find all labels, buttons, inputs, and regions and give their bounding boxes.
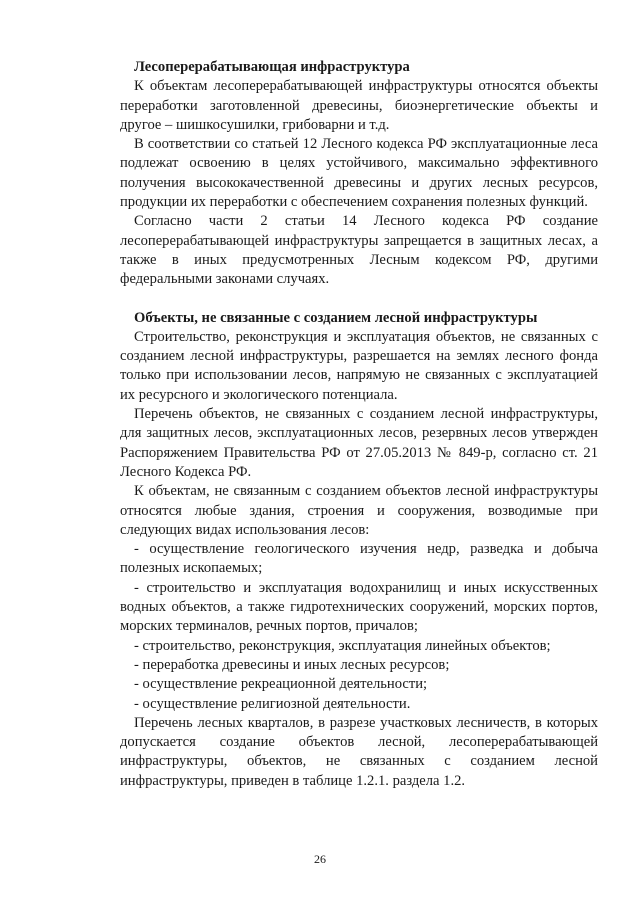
list-item: - осуществление религиозной деятельности. [134, 695, 411, 712]
list-item: - осуществление рекреационной деятельности; [134, 676, 428, 693]
section-heading-forest-processing: Лесоперерабатывающая инфраструктура [134, 59, 410, 75]
paragraph: К объектам, не связанным с созданием объектов лесной инфраструктуры относятся любые здания, строения и сооружения, возводимые при следующих видах использования лесов: [120, 483, 598, 538]
list-item: - осуществление геологического изучения недр, разведка и добыча полезных ископаемых; [120, 541, 598, 577]
closing-paragraph: Перечень лесных кварталов, в разрезе участковых лесничеств, в которых допускается создание объектов лесной, лесоперерабатывающей инфраструктуры, объектов, не связанных с созданием лесной инфраструктуры, приведен в таблице 1.2.1. раздела 1.2. [120, 714, 598, 789]
page-content [120, 58, 598, 791]
paragraph: К объектам лесоперерабатывающей инфраструктуры относятся объекты переработки заготовленной древесины, биоэнергетические объекты и другое – шишкосушилки, грибоварни и т.д. [120, 78, 598, 133]
list-item: - строительство и эксплуатация водохранилищ и иных искусственных водных объектов, а также гидротехнических сооружений, морских портов, морских терминалов, речных портов, причалов; [120, 579, 598, 635]
list-item: - строительство, реконструкция, эксплуатация линейных объектов; [134, 637, 551, 654]
paragraph: Строительство, реконструкция и эксплуатация объектов, не связанных с созданием лесной инфраструктуры, разрешается на землях лесного фонда только при использовании лесов, напрямую не связанных с эксплуатацией их ресурсного и экологического потенциала. [120, 328, 598, 403]
list-item: - переработка древесины и иных лесных ресурсов; [134, 656, 450, 673]
section-heading-unrelated-objects: Объекты, не связанные с созданием лесной инфраструктуры [134, 309, 538, 326]
paragraph: Согласно части 2 статьи 14 Лесного кодекса РФ создание лесоперерабатывающей инфраструктуры запрещается в защитных лесах, а также в иных предусмотренных Лесным кодексом РФ, другими федеральными законами случаях. [120, 213, 598, 288]
paragraph: В соответствии со статьей 12 Лесного кодекса РФ эксплуатационные леса подлежат освоению в целях устойчивого, максимально эффективного получения высококачественной древесины и других лесных ресурсов, продукции их переработки с обеспечением сохранения полезных функций. [120, 136, 598, 211]
paragraph: Перечень объектов, не связанных с созданием лесной инфраструктуры, для защитных лесов, эксплуатационных лесов, резервных лесов утвержден Распоряжением Правительства РФ от 27.05.2013 № 849-р, согласно ст. 21 Лесного Кодекса РФ. [120, 406, 598, 480]
page-number: 26 [314, 852, 326, 866]
